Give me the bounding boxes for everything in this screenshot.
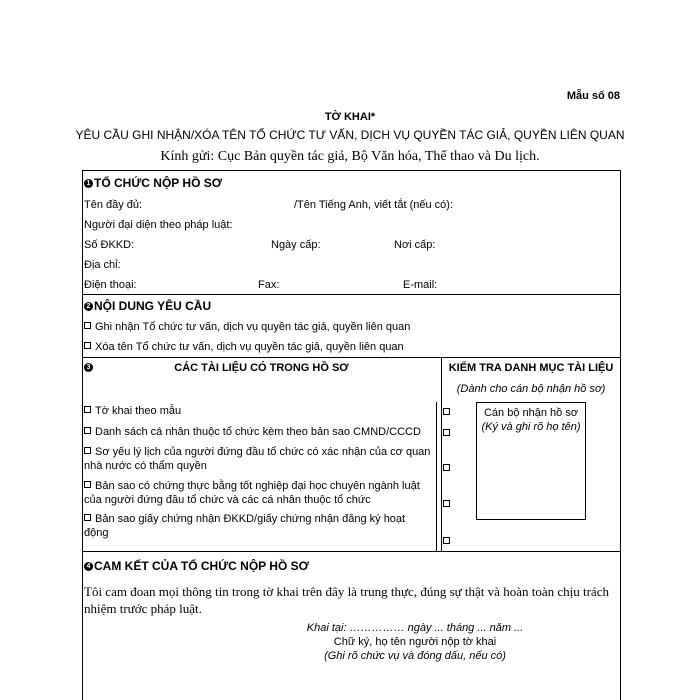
check-panel-title: KIỂM TRA DANH MỤC TÀI LIỆU [448,362,614,374]
check-box[interactable] [443,429,450,436]
full-name-label: Tên đầy đủ: [84,199,143,211]
document-item[interactable]: Tờ khai theo mẫu [84,405,181,417]
checkbox[interactable] [84,514,91,521]
checkbox[interactable] [84,342,91,349]
date-line: Khai tại: …………… ngày ... tháng ... năm ... [306,622,524,634]
officer-label: Cán bộ nhận hồ sơ [483,407,579,419]
section4-title: CAM KẾT CỦA TỔ CHỨC NỘP HỒ SƠ [94,559,309,573]
legal-rep-label: Người đại diện theo pháp luật: [84,219,233,231]
document-item[interactable]: Danh sách cá nhân thuộc tổ chức kèm theo bản sao CMND/CCCD [84,426,421,438]
section1-heading [84,176,222,190]
checkbox[interactable] [84,427,91,434]
section3-title: CÁC TÀI LIỆU CÓ TRONG HỒ SƠ [174,362,349,374]
section2-number: 2 [84,302,93,311]
check-box[interactable] [443,500,450,507]
section4-number: 4 [84,562,93,571]
officer-note: (Ký và ghi rõ họ tên) [481,421,581,433]
section1-title: TỔ CHỨC NỘP HỒ SƠ [94,176,222,190]
check-box[interactable] [443,464,450,471]
english-name-label: /Tên Tiếng Anh, viết tắt (nếu có): [294,199,453,211]
checkbox[interactable] [84,322,91,329]
signature-label: Chữ ký, họ tên người nộp tờ khai [333,636,497,648]
form-title: TỜ KHAI* [324,111,376,123]
officer-signature-box[interactable] [476,402,586,520]
section2-heading [84,299,211,313]
check-panel-note: (Dành cho cán bộ nhận hồ sơ) [456,383,606,395]
checkbox[interactable] [84,447,91,454]
check-box[interactable] [443,408,450,415]
addressee: Kính gửi: Cục Bản quyền tác giả, Bộ Văn hóa, Thể thao và Du lịch. [160,149,540,164]
issue-date-label: Ngày cấp: [271,239,321,251]
check-box[interactable] [443,537,450,544]
request-option-register[interactable]: Ghi nhận Tổ chức tư vấn, dịch vụ quyền tác giả, quyền liên quan [84,321,410,333]
phone-label: Điện thoại: [84,279,137,291]
document-item[interactable]: Bản sao có chứng thực bằng tốt nghiệp đại học chuyên ngành luật của người đứng đầu tổ chức và các cá nhân thuộc tổ chức [84,480,420,506]
business-reg-label: Số ĐKKD: [84,239,135,251]
section1-number: 1 [84,179,93,188]
signature-note: (Ghi rõ chức vụ và đóng dấu, nếu có) [324,650,506,662]
commitment-text: Tôi cam đoan mọi thông tin trong tờ khai trên đây là trung thực, đúng sự thật và hoàn toàn chịu trách nhiệm trước pháp luật. [84,584,609,616]
address-label: Địa chỉ: [84,259,121,271]
issue-place-label: Nơi cấp: [394,239,436,251]
section2-title: NỘI DUNG YÊU CẦU [94,299,212,313]
document-item[interactable]: Bản sao giấy chứng nhận ĐKKD/giấy chứng nhận đăng ký hoạt động [84,513,406,539]
form-subtitle: YÊU CẦU GHI NHẬN/XÓA TÊN TỔ CHỨC TƯ VẤN, DỊCH VỤ QUYỀN TÁC GIẢ, QUYỀN LIÊN QUAN [75,128,625,142]
check-column-line [436,402,437,551]
section3-number: 3 [84,363,93,372]
email-label: E-mail: [403,279,438,291]
fax-label: Fax: [258,279,280,291]
section4-heading [84,559,309,573]
request-option-remove[interactable]: Xóa tên Tổ chức tư vấn, dịch vụ quyền tác giả, quyền liên quan [84,341,404,353]
checkbox[interactable] [84,481,91,488]
document-item[interactable]: Sơ yếu lý lịch của người đứng đầu tổ chức có xác nhận của cơ quan nhà nước có thẩm quyền [84,446,431,472]
checkbox[interactable] [84,406,91,413]
form-number: Mẫu số 08 [566,90,620,102]
